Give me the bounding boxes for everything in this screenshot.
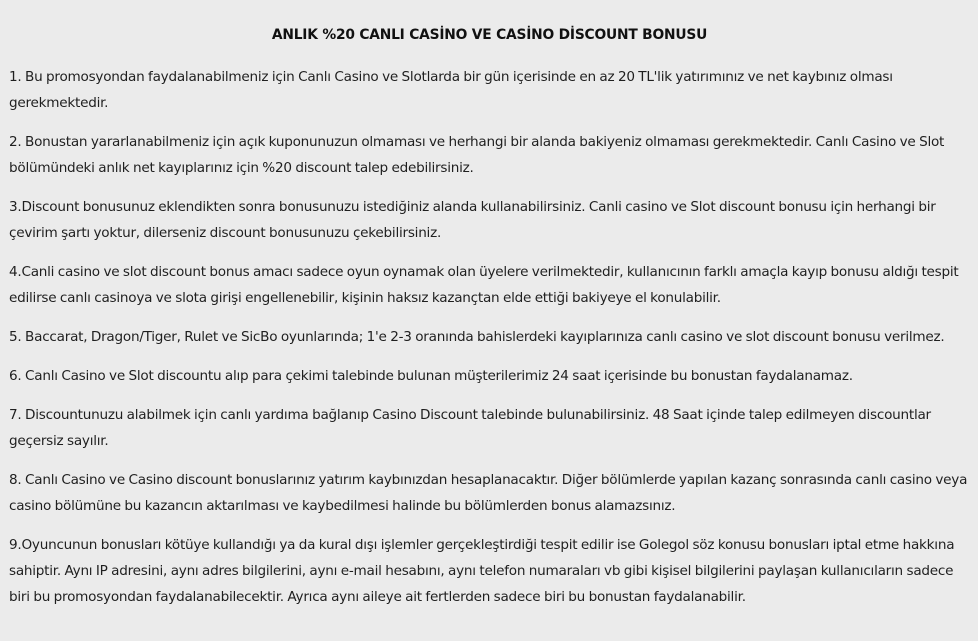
rule-item-2: 2. Bonustan yararlanabilmeniz için açık kuponunuzun olmaması ve herhangi bir alanda bakiyeniz olmaması gerekmektedir. Canlı Casino ve Slot bölümündeki anlık net kayıplarınız için %20 discount talep edebilirsiniz. bbox=[9, 134, 945, 176]
rule-item-1: 1. Bu promosyondan faydalanabilmeniz için Canlı Casino ve Slotlarda bir gün içerisinde en az 20 TL'lik yatırımınız ve net kaybınız olması gerekmektedir. bbox=[9, 69, 893, 111]
rule-item-5: 5. Baccarat, Dragon/Tiger, Rulet ve SicBo oyunlarında; 1'e 2-3 oranında bahislerdeki kayıplarınıza canlı casino ve slot discount bonusu verilmez. bbox=[9, 329, 945, 345]
rules-list bbox=[9, 64, 970, 610]
rule-item-4: 4.Canli casino ve slot discount bonus amacı sadece oyun oynamak olan üyelere verilmektedir, kullanıcının farklı amaçla kayıp bonusu aldığı tespit edilirse canlı casinoya ve slota girişi engellenebilir, kişinin haksız kazançtan elde ettiği bakiyeye el konulabilir. bbox=[9, 264, 959, 306]
rule-item-9: 9.Oyuncunun bonusları kötüye kullandığı ya da kural dışı işlemler gerçekleştirdiği tespit edilir ise Golegol söz konusu bonusları iptal etme hakkına sahiptir. Aynı IP adresini, aynı adres bilgilerini, aynı e-mail hesabını, aynı telefon numaraları vb gibi kişisel bilgilerini paylaşan kullanıcıların sadece biri bu promosyondan faydalanabilecektir. Ayrıca aynı aileye ait fertlerden sadece biri bu bonustan faydalanabilir. bbox=[9, 537, 955, 605]
rule-item-3: 3.Discount bonusunuz eklendikten sonra bonusunuzu istediğiniz alanda kullanabilirsiniz. Canli casino ve Slot discount bonusu için herhangi bir çevirim şartı yoktur, dilerseniz discount bonusunuzu çekebilirsiniz. bbox=[9, 199, 936, 241]
rule-item-7: 7. Discountunuzu alabilmek için canlı yardıma bağlanıp Casino Discount talebinde bulunabilirsiniz. 48 Saat içinde talep edilmeyen discountlar geçersiz sayılır. bbox=[9, 407, 931, 449]
page-title: ANLIK %20 CANLI CASİNO VE CASİNO DİSCOUNT BONUSU bbox=[271, 27, 708, 43]
rule-item-6: 6. Canlı Casino ve Slot discountu alıp para çekimi talebinde bulunan müşterilerimiz 24 saat içerisinde bu bonustan faydalanamaz. bbox=[9, 368, 853, 384]
rule-item-8: 8. Canlı Casino ve Casino discount bonuslarınız yatırım kaybınızdan hesaplanacaktır. Diğer bölümlerde yapılan kazanç sonrasında canlı casino veya casino bölümüne bu kazancın aktarılması ve kaybedilmesi halinde bu bölümlerden bonus alamazsınız. bbox=[9, 472, 968, 514]
